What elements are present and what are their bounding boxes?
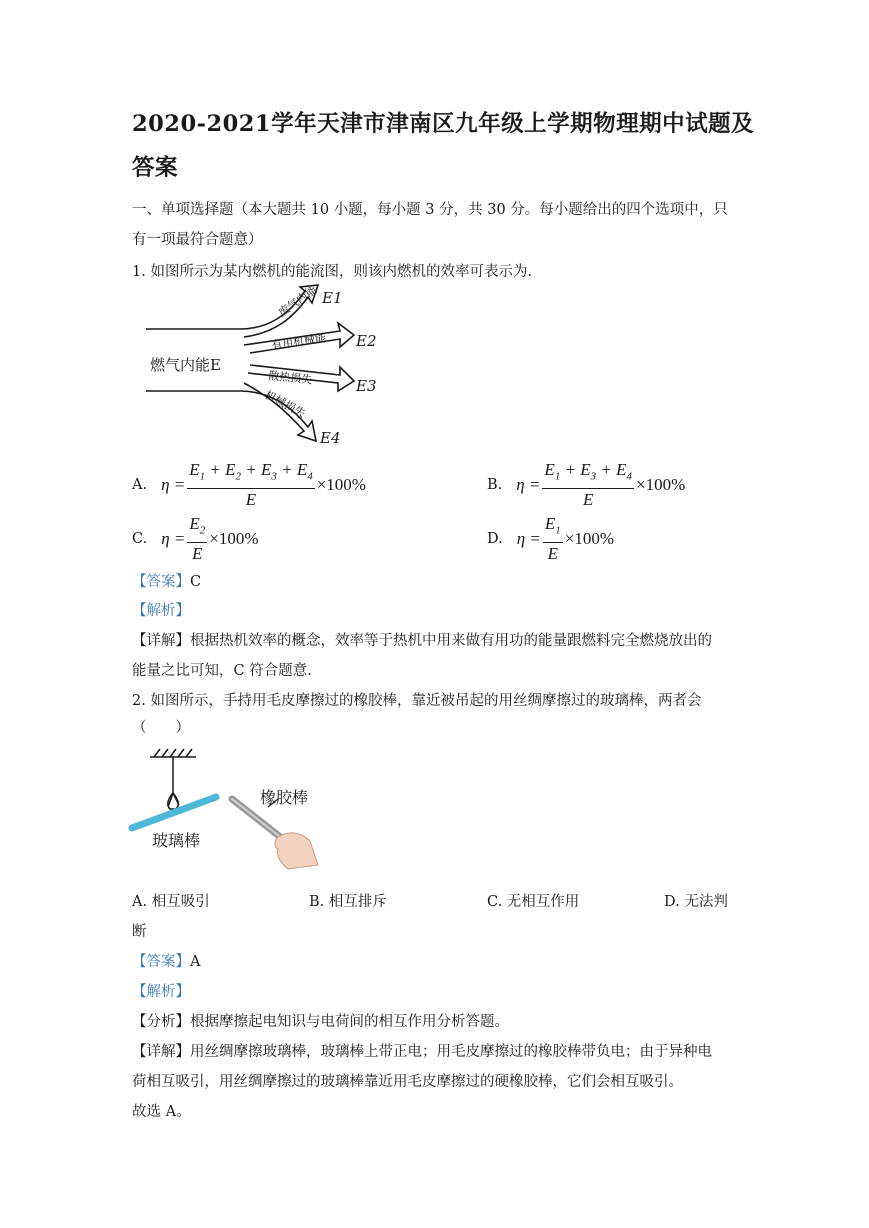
q1-option-d: D. η = $\frac{E_1}{E}$ ×100% xyxy=(487,514,615,564)
q2-answer: 【答案】A xyxy=(132,954,201,970)
q2-conclusion: 故选 A。 xyxy=(132,1104,191,1120)
branch1-label: 废气内能 xyxy=(276,283,320,320)
source-energy-label: 燃气内能E xyxy=(150,356,221,374)
q1-option-b: B. η = $\frac{E_1 + E_3 + E_4}{E}$ ×100% xyxy=(487,460,686,510)
rubber-rod-label: 橡胶棒 xyxy=(260,788,309,807)
q1-analysis-heading: 【解析】 xyxy=(132,603,190,619)
q2-option-c: C. 无相互作用 xyxy=(487,894,580,910)
q2-option-b: B. 相互排斥 xyxy=(309,894,387,910)
q2-option-d: D. 无法判 xyxy=(664,894,728,910)
e2-label: E2 xyxy=(356,332,377,350)
glass-rod xyxy=(132,797,216,828)
page-title-line2: 答案 xyxy=(132,155,179,181)
branch4-label: 机械损失 xyxy=(262,388,308,421)
q2-stem-line1: 2. 如图所示，手持用毛皮摩擦过的橡胶棒，靠近被吊起的用丝绸摩擦过的玻璃棒，两者会 xyxy=(132,693,702,709)
q2-option-d-continued: 断 xyxy=(132,924,147,940)
q2-detail-line2: 荷相互吸引，用丝绸摩擦过的玻璃棒靠近用毛皮摩擦过的硬橡胶棒，它们会相互吸引。 xyxy=(132,1074,683,1090)
q2-detail-line1: 【详解】用丝绸摩擦玻璃棒，玻璃棒上带正电；用毛皮摩擦过的橡胶棒带负电；由于异种电 xyxy=(132,1044,712,1060)
q2-analysis-heading: 【解析】 xyxy=(132,984,190,1000)
branch2-label: 有用机械能 xyxy=(270,331,327,352)
q1-option-c: C. η = $\frac{E_2}{E}$ ×100% xyxy=(132,514,259,564)
hand-icon xyxy=(275,833,318,869)
q1-detail-line2: 能量之比可知，C 符合题意． xyxy=(132,663,322,679)
q1-option-a: A. η = $\frac{E_1 + E_2 + E_3 + E_4}{E}$ ×100% xyxy=(132,460,366,510)
rod-illustration xyxy=(128,745,338,875)
e3-label: E3 xyxy=(356,377,377,395)
section-heading-line1: 一、单项选择题（本大题共 10 小题，每小题 3 分，共 30 分。每小题给出的四个选项中，只 xyxy=(132,202,728,218)
energy-flow-diagram xyxy=(140,283,380,448)
glass-rod-label: 玻璃棒 xyxy=(152,831,201,850)
e4-label: E4 xyxy=(320,429,341,447)
q2-option-a: A. 相互吸引 xyxy=(132,894,210,910)
page-title-line1: 2020-2021学年天津市津南区九年级上学期物理期中试题及 xyxy=(132,111,755,137)
q1-stem: 1. 如图所示为某内燃机的能流图，则该内燃机的效率可表示为． xyxy=(132,264,542,280)
q1-answer: 【答案】C xyxy=(132,574,202,590)
q2-analysis-text: 【分析】根据摩擦起电知识与电荷间的相互作用分析答题。 xyxy=(132,1014,509,1030)
q1-detail-line1: 【详解】根据热机效率的概念，效率等于热机中用来做有用功的能量跟燃料完全燃烧放出的 xyxy=(132,633,712,649)
q2-stem-line2: （ ） xyxy=(132,720,190,736)
section-heading-line2: 有一项最符合题意） xyxy=(132,232,263,248)
branch3-label: 散热损失 xyxy=(267,369,313,387)
e1-label: E1 xyxy=(322,289,343,307)
